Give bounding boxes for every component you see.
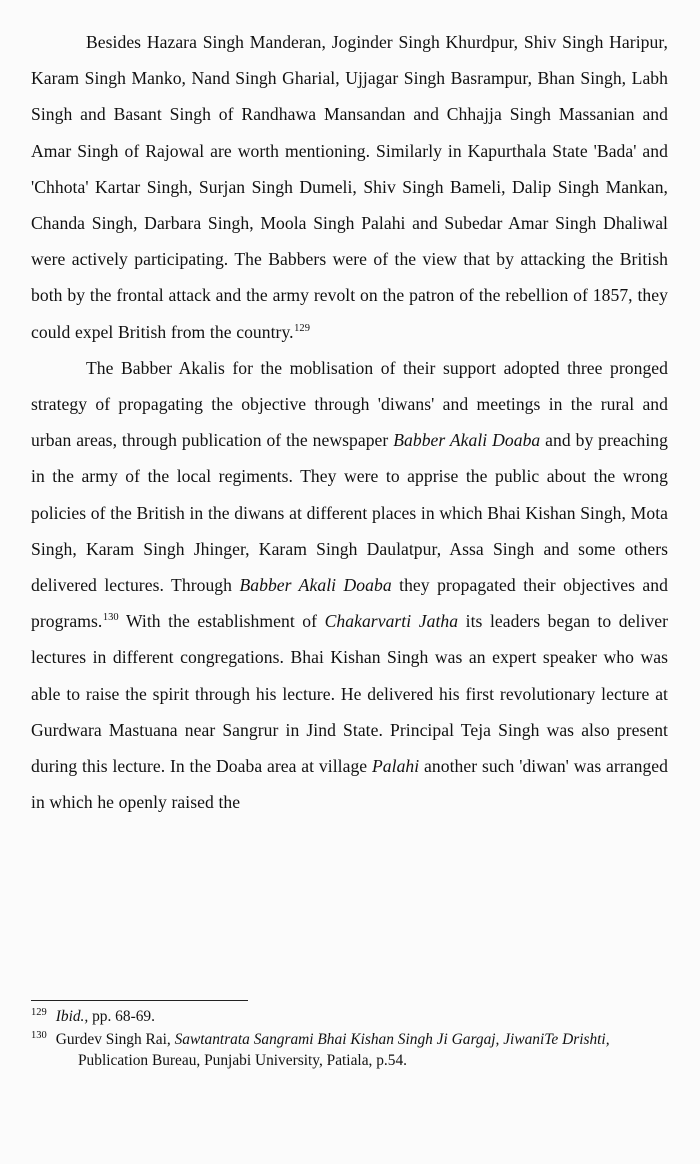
italic-title: Chakarvarti Jatha	[324, 611, 459, 632]
text-run: Besides Hazara Singh Manderan, Joginder Singh Khurdpur, Shiv Singh Haripur, Karam Singh Manko, Nand Singh Gharial, Ujjagar Singh Basrampur, Bhan Singh, Labh Singh and Basant Singh of Randhawa Mansandan and Chhajja Singh Massanian and Amar Singh of Rajowal are worth mentioning. Similarly in Kapurthala State 'Bada' and 'Chhota' Kartar Singh, Surjan Singh Dumeli, Shiv Singh Bameli, Dalip Singh Mankan, Chanda Singh, Darbara Singh, Moola Singh Palahi and Subedar Amar Singh Dhaliwal were actively participating. The Babbers were of the view that by attacking the British both by the frontal attack and the army revolt on the patron of the rebellion of 1857, they could expel British from the country.	[31, 32, 668, 342]
italic-title: Sawtantrata Sangrami Bhai Kishan Singh Ji Gargaj, JiwaniTe Drishti,	[174, 1030, 610, 1048]
text-run: With the establishment of	[118, 611, 325, 632]
text-run: pp. 68-69.	[88, 1008, 155, 1025]
italic-title: Palahi	[371, 756, 420, 777]
italic-title: Babber Akali Doaba	[393, 430, 541, 451]
text-run: they propagated their objectives and programs.	[31, 575, 668, 632]
paragraph-1	[31, 24, 668, 350]
body-text-block	[31, 24, 668, 820]
text-run: The Babber Akalis for the moblisation of their support adopted three pronged strategy of propagating the objective through 'diwans' and meetings in the rural and urban areas, through publication of the newspaper	[31, 357, 668, 451]
text-run: another such 'diwan' was arranged in which he openly raised the	[31, 756, 668, 813]
footnote-number-130: 130	[31, 1029, 47, 1041]
italic-title: Babber Akali Doaba	[239, 575, 392, 596]
footnote-reference-129: 129	[294, 322, 311, 334]
footnote-number-129: 129	[31, 1006, 47, 1018]
text-run: Publication Bureau, Punjabi University, Patiala, p.54.	[78, 1052, 407, 1069]
paragraph-2	[31, 350, 668, 821]
footnote-separator-rule	[31, 1000, 248, 1001]
italic-title: Ibid.,	[55, 1008, 89, 1025]
footnote-section	[31, 1000, 668, 1072]
footnote-129	[31, 1006, 668, 1028]
text-run: and by preaching in the army of the local regiments. They were to apprise the public about the wrong policies of the British in the diwans at different places in which Bhai Kishan Singh, Mota Singh, Karam Singh Jhinger, Karam Singh Daulatpur, Assa Singh and some others delivered lectures. Through	[31, 430, 668, 596]
footnote-reference-130: 130	[102, 612, 119, 624]
text-run: Gurdev Singh Rai,	[55, 1030, 175, 1048]
text-run: its leaders began to deliver lectures in different congregations. Bhai Kishan Singh was an expert speaker who was able to raise the spirit through his lecture. He delivered his first revolutionary lecture at Gurdwara Mastuana near Sangrur in Jind State. Principal Teja Singh was also present during this lecture. In the Doaba area at village	[31, 611, 668, 777]
footnote-130	[31, 1029, 668, 1072]
